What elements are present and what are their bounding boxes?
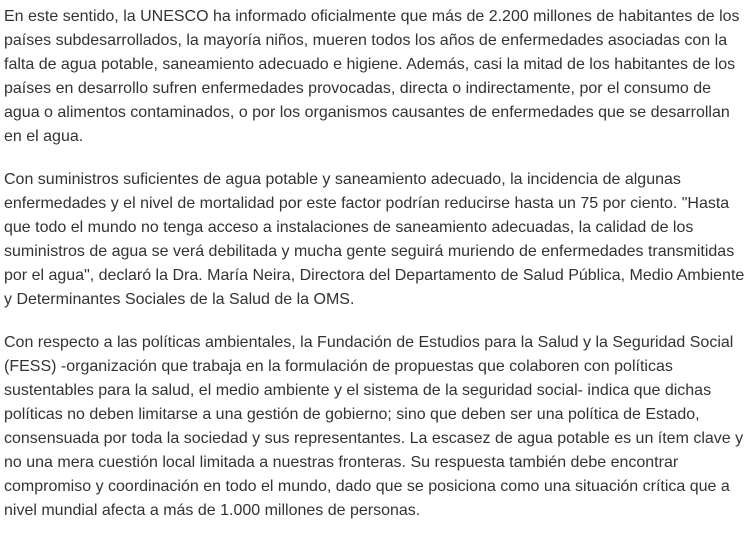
article-paragraph-unesco: En este sentido, la UNESCO ha informado oficialmente que más de 2.200 millones de habitantes de los países subdesarrollados, la mayoría niños, mueren todos los años de enfermedades asociadas con la falta de agua potable, saneamiento adecuado e higiene. Además, casi la mitad de los habitantes de los países en desarrollo sufren enfermedades provocadas, directa o indirectamente, por el consumo de agua o alimentos contaminados, o por los organismos causantes de enfermedades que se desarrollan en el agua. xyxy=(4,8,740,145)
article-paragraph-oms-quote: Con suministros suficientes de agua potable y saneamiento adecuado, la incidencia de algunas enfermedades y el nivel de mortalidad por este factor podrían reducirse hasta un 75 por ciento. "Hasta que todo el mundo no tenga acceso a instalaciones de saneamiento adecuadas, la calidad de los suministros de agua se verá debilitada y mucha gente seguirá muriendo de enfermedades transmitidas por el agua", declaró la Dra. María Neira, Directora del Departamento de Salud Pública, Medio Ambiente y Determinantes Sociales de la Salud de la OMS. xyxy=(4,171,745,308)
article-body xyxy=(4,5,746,523)
article-paragraph-fess: Con respecto a las políticas ambientales, la Fundación de Estudios para la Salud y la Seguridad Social (FESS) -organización que trabaja en la formulación de propuestas que colaboren con políticas sustentables para la salud, el medio ambiente y el sistema de la seguridad social- indica que dichas políticas no deben limitarse a una gestión de gobierno; sino que deben ser una política de Estado, consensuada por toda la sociedad y sus representantes. La escasez de agua potable es un ítem clave y no una mera cuestión local limitada a nuestras fronteras. Su respuesta también debe encontrar compromiso y coordinación en todo el mundo, dado que se posiciona como una situación crítica que a nivel mundial afecta a más de 1.000 millones de personas. xyxy=(4,334,744,519)
